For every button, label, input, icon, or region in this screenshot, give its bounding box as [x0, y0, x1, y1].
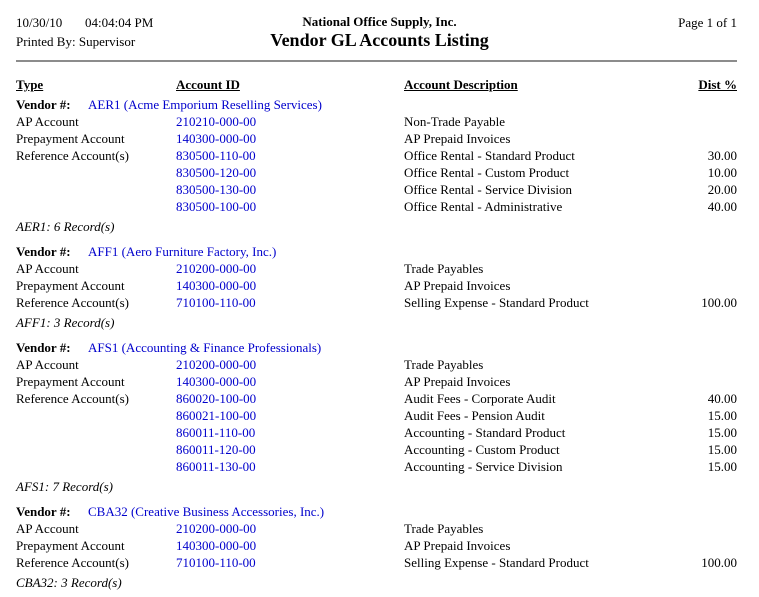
account-description: Trade Payables	[404, 261, 484, 276]
dist-percent-value: 10.00	[707, 165, 737, 180]
vendor-block	[0, 339, 759, 495]
print-time: 04:04:04 PM	[85, 15, 154, 30]
vendor-summary-row	[0, 314, 759, 331]
account-type-label	[16, 458, 176, 475]
vendor-header-row	[0, 503, 759, 520]
vendor-name-link[interactable]: AER1 (Acme Emporium Reselling Services)	[88, 97, 322, 112]
vendor-summary-row	[0, 574, 759, 591]
vendor-record-count: AFF1: 3 Record(s)	[16, 315, 115, 330]
account-id-link[interactable]: 830500-120-00	[176, 165, 257, 180]
account-type-label: Reference Account(s)	[16, 391, 129, 406]
vendor-record-count: CBA32: 3 Record(s)	[16, 575, 122, 590]
dist-percent-value: 15.00	[707, 442, 737, 457]
dist-percent-value	[667, 520, 737, 537]
vendor-summary-row	[0, 478, 759, 495]
vendor-block	[0, 96, 759, 235]
account-id-link[interactable]: 140300-000-00	[176, 538, 257, 553]
dist-percent-value: 15.00	[707, 459, 737, 474]
account-row	[0, 147, 759, 164]
vendor-number-label: Vendor #:	[16, 504, 71, 519]
report-title: Vendor GL Accounts Listing	[270, 30, 489, 50]
account-type-label: AP Account	[16, 114, 79, 129]
account-type-label: Reference Account(s)	[16, 555, 129, 570]
account-row	[0, 390, 759, 407]
account-description: Accounting - Service Division	[404, 459, 563, 474]
account-description: Office Rental - Service Division	[404, 182, 572, 197]
account-row	[0, 277, 759, 294]
vendor-name-link[interactable]: CBA32 (Creative Business Accessories, Inc.)	[88, 504, 325, 519]
dist-percent-value	[667, 277, 737, 294]
account-type-label: AP Account	[16, 357, 79, 372]
account-description: AP Prepaid Invoices	[404, 278, 511, 293]
account-id-link[interactable]: 860011-120-00	[176, 442, 256, 457]
account-type-label	[16, 181, 176, 198]
account-id-link[interactable]: 140300-000-00	[176, 278, 257, 293]
account-id-link[interactable]: 710100-110-00	[176, 555, 256, 570]
vendor-number-label: Vendor #:	[16, 97, 71, 112]
account-row	[0, 198, 759, 215]
account-description: Office Rental - Custom Product	[404, 165, 570, 180]
dist-percent-value	[667, 356, 737, 373]
account-type-label: Reference Account(s)	[16, 295, 129, 310]
dist-percent-value	[667, 130, 737, 147]
account-type-label: Prepayment Account	[16, 374, 125, 389]
account-id-link[interactable]: 210210-000-00	[176, 114, 257, 129]
account-description: Office Rental - Standard Product	[404, 148, 575, 163]
print-date: 10/30/10	[16, 15, 63, 30]
account-id-link[interactable]: 830500-130-00	[176, 182, 257, 197]
account-id-link[interactable]: 140300-000-00	[176, 131, 257, 146]
account-id-link[interactable]: 860021-100-00	[176, 408, 257, 423]
vendor-header-row	[0, 96, 759, 113]
account-row	[0, 294, 759, 311]
account-description: Trade Payables	[404, 357, 484, 372]
dist-percent-value: 20.00	[707, 182, 737, 197]
vendor-header-row	[0, 339, 759, 356]
account-type-label	[16, 198, 176, 215]
account-id-link[interactable]: 860011-130-00	[176, 459, 256, 474]
account-id-link[interactable]: 210200-000-00	[176, 521, 257, 536]
account-id-link[interactable]: 710100-110-00	[176, 295, 256, 310]
vendor-summary-row	[0, 218, 759, 235]
account-row	[0, 164, 759, 181]
account-row	[0, 424, 759, 441]
account-description: Trade Payables	[404, 521, 484, 536]
account-description: AP Prepaid Invoices	[404, 131, 511, 146]
account-type-label: Prepayment Account	[16, 131, 125, 146]
column-header-row	[0, 76, 759, 96]
account-row	[0, 373, 759, 390]
vendor-name-link[interactable]: AFS1 (Accounting & Finance Professionals)	[88, 340, 322, 355]
account-id-link[interactable]: 140300-000-00	[176, 374, 257, 389]
column-header-account-description: Account Description	[404, 77, 518, 92]
dist-percent-value: 40.00	[707, 199, 737, 214]
dist-percent-value: 15.00	[707, 425, 737, 440]
page-number: Page 1 of 1	[678, 15, 737, 30]
vendor-block	[0, 243, 759, 331]
account-row	[0, 441, 759, 458]
account-row	[0, 407, 759, 424]
account-description: Accounting - Standard Product	[404, 425, 566, 440]
account-id-link[interactable]: 830500-100-00	[176, 199, 257, 214]
account-type-label: Prepayment Account	[16, 538, 125, 553]
dist-percent-value	[667, 537, 737, 554]
account-type-label	[16, 441, 176, 458]
account-row	[0, 458, 759, 475]
account-type-label: Prepayment Account	[16, 278, 125, 293]
account-id-link[interactable]: 210200-000-00	[176, 261, 257, 276]
account-row	[0, 520, 759, 537]
dist-percent-value: 100.00	[701, 555, 737, 570]
account-type-label: Reference Account(s)	[16, 148, 129, 163]
account-row	[0, 260, 759, 277]
account-row	[0, 181, 759, 198]
header-divider	[16, 60, 737, 62]
account-row	[0, 113, 759, 130]
account-type-label	[16, 164, 176, 181]
account-description: Non-Trade Payable	[404, 114, 505, 129]
account-description: Selling Expense - Standard Product	[404, 295, 589, 310]
account-description: AP Prepaid Invoices	[404, 538, 511, 553]
dist-percent-value	[667, 260, 737, 277]
account-description: Selling Expense - Standard Product	[404, 555, 589, 570]
account-row	[0, 130, 759, 147]
account-description: Office Rental - Administrative	[404, 199, 563, 214]
account-id-link[interactable]: 830500-110-00	[176, 148, 256, 163]
account-row	[0, 537, 759, 554]
account-description: Audit Fees - Pension Audit	[404, 408, 545, 423]
dist-percent-value: 30.00	[707, 148, 737, 163]
account-type-label: AP Account	[16, 261, 79, 276]
vendor-record-count: AER1: 6 Record(s)	[16, 219, 115, 234]
account-id-link[interactable]: 860020-100-00	[176, 391, 257, 406]
account-type-label	[16, 407, 176, 424]
dist-percent-value: 40.00	[707, 391, 737, 406]
account-type-label: AP Account	[16, 521, 79, 536]
account-description: Accounting - Custom Product	[404, 442, 560, 457]
dist-percent-value	[667, 113, 737, 130]
account-row	[0, 356, 759, 373]
account-description: Audit Fees - Corporate Audit	[404, 391, 556, 406]
vendor-list	[0, 96, 759, 591]
report-body	[0, 76, 759, 597]
account-id-link[interactable]: 210200-000-00	[176, 357, 257, 372]
vendor-record-count: AFS1: 7 Record(s)	[16, 479, 113, 494]
account-type-label	[16, 424, 176, 441]
vendor-header-row	[0, 243, 759, 260]
printed-by: Printed By: Supervisor	[16, 34, 136, 49]
column-header-account-id: Account ID	[176, 77, 240, 92]
dist-percent-value	[667, 373, 737, 390]
account-id-link[interactable]: 860011-110-00	[176, 425, 256, 440]
account-description: AP Prepaid Invoices	[404, 374, 511, 389]
dist-percent-value: 100.00	[701, 295, 737, 310]
column-header-type: Type	[16, 77, 44, 92]
column-header-dist-percent: Dist %	[698, 77, 737, 92]
dist-percent-value: 15.00	[707, 408, 737, 423]
vendor-number-label: Vendor #:	[16, 244, 71, 259]
vendor-block	[0, 503, 759, 591]
vendor-name-link[interactable]: AFF1 (Aero Furniture Factory, Inc.)	[88, 244, 277, 259]
company-name: National Office Supply, Inc.	[302, 14, 457, 29]
vendor-number-label: Vendor #:	[16, 340, 71, 355]
account-row	[0, 554, 759, 571]
